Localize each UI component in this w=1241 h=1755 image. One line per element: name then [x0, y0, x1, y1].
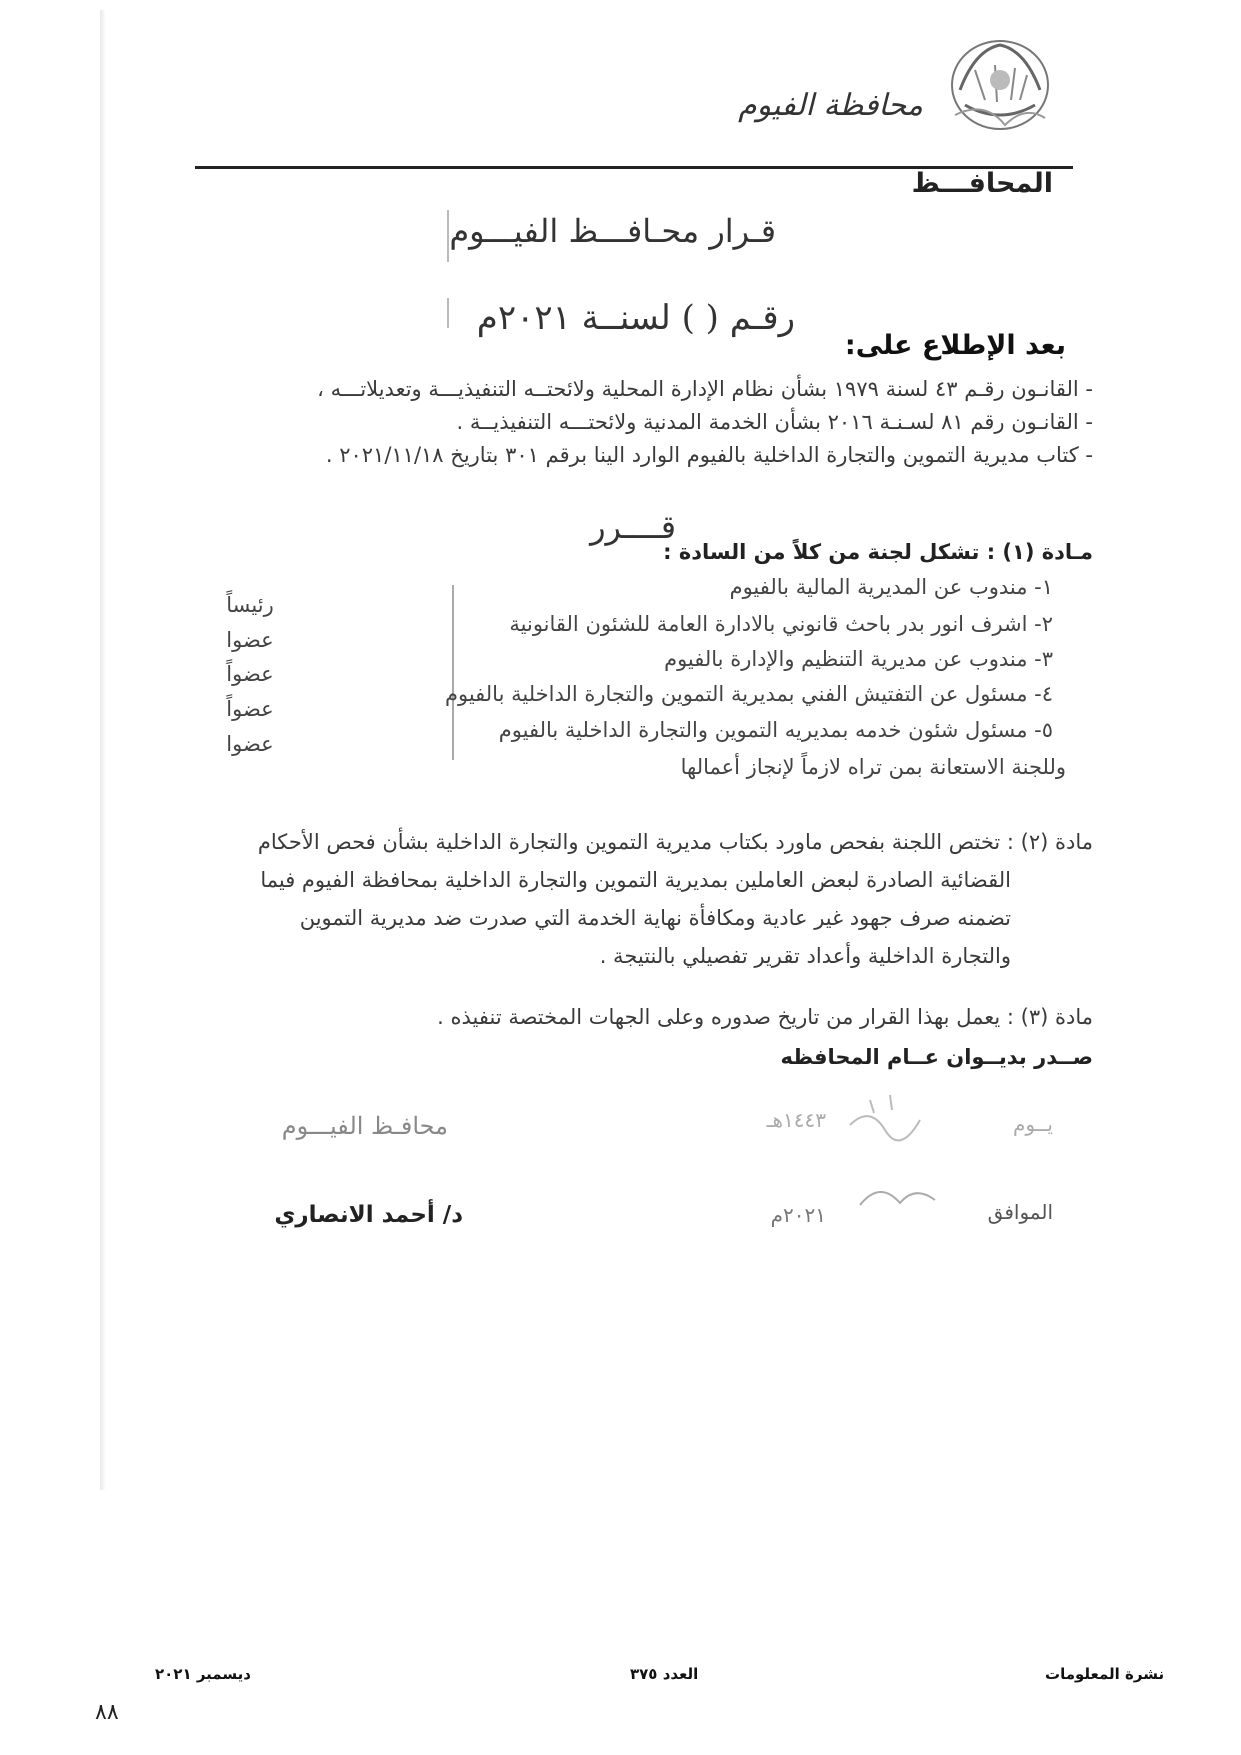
margin-bar: [452, 585, 454, 760]
committee-member: ٣- مندوب عن مديرية التنظيم والإدارة بالفيوم: [664, 647, 1053, 671]
governorate-name: محافظة الفيوم: [738, 88, 923, 123]
article-3-text: مادة (٣) : يعمل بهذا القرار من تاريخ صدوره وعلى الجهات المختصة تنفيذه .: [437, 1005, 1093, 1029]
committee-member: ٤- مسئول عن التفتيش الفني بمديرية التموين والتجارة الداخلية بالفيوم: [444, 682, 1053, 706]
margin-mark: [447, 298, 449, 328]
article-2-line: مادة (٢) : تختص اللجنة بفحص ماورد بكتاب مديرية التموين والتجارة الداخلية بشأن فحص الأحكام: [257, 830, 1093, 854]
footer-issue: العدد ٣٧٥: [630, 1665, 699, 1683]
issued-at: صــدر بديــوان عــام المحافظه: [780, 1045, 1093, 1069]
member-role: عضوا: [226, 628, 274, 652]
member-role: عضواً: [226, 662, 274, 686]
decree-number: رقـم ( ) لسنــة ٢٠٢١م: [476, 298, 795, 338]
committee-member: ٥- مسئول شئون خدمه بمديريه التموين والتجارة الداخلية بالفيوم: [498, 718, 1053, 742]
member-role: رئيساً: [226, 593, 274, 617]
day-label: يــوم: [1013, 1112, 1053, 1136]
preamble-item: - القانـون رقم ٨١ لسـنـة ٢٠١٦ بشأن الخدمة المدنية ولائحتـــه التنفيذيــة .: [456, 410, 1093, 434]
article-2-line: تضمنه صرف جهود غير عادية ومكافأة نهاية الخدمة التي صدرت ضد مديرية التموين: [299, 906, 1011, 930]
governorate-emblem-icon: [945, 30, 1055, 140]
article-2-line: القضائية الصادرة لبعض العاملين بمديرية التموين والتجارة الداخلية بمحافظة الفيوم فيما: [260, 868, 1011, 892]
agree-label: الموافق: [987, 1200, 1053, 1224]
article-1-note: وللجنة الاستعانة بمن تراه لازماً لإنجاز أعمالها: [680, 755, 1066, 779]
article-2-line: والتجارة الداخلية وأعداد تقرير تفصيلي بالنتيجة .: [599, 944, 1011, 968]
scan-edge: [100, 10, 106, 1490]
signature-name: د/ أحمد الانصاري: [274, 1202, 463, 1228]
department-label: المحافـــظ: [911, 168, 1053, 199]
hijri-date: ١٤٤٣هـ: [766, 1108, 826, 1132]
committee-member: ٢- اشرف انور بدر باحث قانوني بالادارة العامة للشئون القانونية: [509, 612, 1053, 636]
decree-title: قـرار محـافـــظ الفيـــوم: [449, 212, 776, 250]
committee-member: ١- مندوب عن المديرية المالية بالفيوم: [729, 575, 1053, 599]
signature-title: محافـظ الفيـــوم: [281, 1112, 448, 1140]
preamble-item: - كتاب مديرية التموين والتجارة الداخلية بالفيوم الوارد الينا برقم ٣٠١ بتاريخ ٢٠٢١/١١/١٨ .: [325, 443, 1093, 467]
article-1-heading: مـادة (١) : تشكل لجنة من كلاً من السادة :: [663, 540, 1093, 564]
footer-publication: نشرة المعلومات: [1045, 1665, 1165, 1683]
preamble-item: - القانـون رقـم ٤٣ لسنة ١٩٧٩ بشأن نظام الإدارة المحلية ولائحتــه التنفيذيـــة وتعديلاتـــه ،: [317, 377, 1093, 401]
member-role: عضوا: [226, 732, 274, 756]
preamble-heading: بعد الإطلاع على:: [844, 330, 1066, 361]
decided-heading: قــــرر: [590, 508, 676, 546]
member-role: عضواً: [226, 697, 274, 721]
footer-date: ديسمبر ٢٠٢١: [155, 1665, 251, 1683]
gregorian-date: ٢٠٢١م: [770, 1203, 826, 1227]
page-number: ٨٨: [95, 1700, 119, 1725]
handwriting-scribble: [830, 1085, 980, 1235]
